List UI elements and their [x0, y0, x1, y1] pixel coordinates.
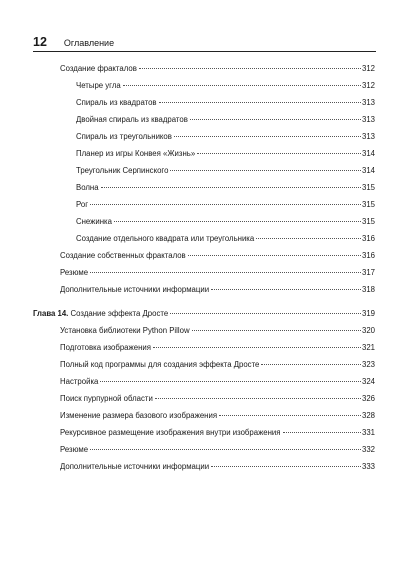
toc-entry[interactable] — [76, 166, 375, 176]
toc-entry-label: Спираль из треугольников — [76, 132, 172, 141]
dot-leader — [153, 347, 361, 348]
toc-entry-page: 326 — [361, 394, 375, 403]
toc-entry-label: Создание отдельного квадрата или треугольника — [76, 234, 255, 243]
toc-entry-page: 316 — [361, 251, 375, 260]
toc-entry[interactable] — [60, 377, 375, 387]
dot-leader — [256, 238, 361, 239]
dot-leader — [159, 102, 361, 103]
toc-entry-page: 312 — [361, 81, 375, 90]
chapter-number: Глава 14. — [33, 309, 69, 318]
toc-entry-label: Рекурсивное размещение изображения внутри изображения — [60, 428, 281, 437]
dot-leader — [101, 187, 361, 188]
toc-entry-label: Создание фракталов — [60, 64, 137, 73]
toc-entry-page: 314 — [361, 149, 375, 158]
toc-entry[interactable] — [60, 251, 375, 261]
toc-entry[interactable] — [76, 183, 375, 193]
toc-entry-label: Волна — [76, 183, 99, 192]
dot-leader — [114, 221, 361, 222]
dot-leader — [90, 449, 361, 450]
toc-entry-label: Полный код программы для создания эффекта Дросте — [60, 360, 260, 369]
dot-leader — [211, 289, 361, 290]
dot-leader — [211, 466, 361, 467]
dot-leader — [283, 432, 361, 433]
toc-entry-page: 321 — [361, 343, 375, 352]
toc-entry[interactable] — [76, 98, 375, 108]
toc-entry[interactable] — [76, 149, 375, 159]
dot-leader — [100, 381, 361, 382]
toc-entry[interactable] — [60, 428, 375, 438]
toc-entry-label: Треугольник Серпинского — [76, 166, 169, 175]
toc-entry-page: 313 — [361, 115, 375, 124]
toc-entry-page: 315 — [361, 200, 375, 209]
toc-entry[interactable] — [76, 200, 375, 210]
toc-entry[interactable] — [76, 217, 375, 227]
toc-entry-label: Спираль из квадратов — [76, 98, 157, 107]
toc-entry-page: 320 — [361, 326, 375, 335]
dot-leader — [139, 68, 361, 69]
toc-entry-page: 312 — [361, 64, 375, 73]
dot-leader — [192, 330, 361, 331]
toc-entry-page: 313 — [361, 132, 375, 141]
toc-entry[interactable] — [76, 81, 375, 91]
running-header — [33, 33, 376, 49]
toc-entry[interactable] — [60, 445, 375, 455]
toc-entry-label: Подготовка изображения — [60, 343, 151, 352]
toc-entry-page: 318 — [361, 285, 375, 294]
toc-entry-label: Установка библиотеки Python Pillow — [60, 326, 190, 335]
toc-entry[interactable] — [76, 115, 375, 125]
dot-leader — [219, 415, 361, 416]
toc-entry[interactable] — [60, 343, 375, 353]
toc-entry-label: Создание собственных фракталов — [60, 251, 186, 260]
toc-entry-page: 333 — [361, 462, 375, 471]
toc-entry[interactable] — [60, 326, 375, 336]
toc-chapter-entry[interactable] — [33, 309, 375, 319]
toc-entry-page: 313 — [361, 98, 375, 107]
toc-entry-page: 323 — [361, 360, 375, 369]
dot-leader — [155, 398, 361, 399]
toc-entry-label: Поиск пурпурной области — [60, 394, 153, 403]
toc-entry-page: 319 — [361, 309, 375, 318]
toc-entry-label: Резюме — [60, 268, 89, 277]
toc-entry[interactable] — [60, 268, 375, 278]
dot-leader — [190, 119, 361, 120]
running-title: Оглавление — [63, 38, 115, 48]
dot-leader — [90, 204, 361, 205]
dot-leader — [90, 272, 361, 273]
dot-leader — [170, 313, 361, 314]
toc-entry-page: 328 — [361, 411, 375, 420]
toc-entry[interactable] — [60, 411, 375, 421]
toc-entry-label: Планер из игры Конвея «Жизнь» — [76, 149, 196, 158]
toc-entry-label: Дополнительные источники информации — [60, 462, 210, 471]
dot-leader — [197, 153, 361, 154]
toc-entry-label: Снежинка — [76, 217, 112, 226]
dot-leader — [170, 170, 361, 171]
toc-entry-label: Изменение размера базового изображения — [60, 411, 218, 420]
toc-entry-page: 314 — [361, 166, 375, 175]
toc-entry[interactable] — [60, 64, 375, 74]
toc-entry[interactable] — [60, 285, 375, 295]
toc-entry-label: Рог — [76, 200, 89, 209]
toc-entry-label: Четыре угла — [76, 81, 121, 90]
toc-entry-page: 324 — [361, 377, 375, 386]
header-divider — [33, 51, 376, 52]
toc-entry-page: 315 — [361, 217, 375, 226]
toc-entry[interactable] — [60, 360, 375, 370]
toc-entry-page: 332 — [361, 445, 375, 454]
toc-entry-page: 316 — [361, 234, 375, 243]
chapter-title: Создание эффекта Дросте — [70, 309, 169, 318]
toc-entry-label: Резюме — [60, 445, 89, 454]
toc-entry-page: 331 — [361, 428, 375, 437]
toc-entry-label: Двойная спираль из квадратов — [76, 115, 188, 124]
page-number: 12 — [33, 35, 47, 49]
toc-entry-label: Дополнительные источники информации — [60, 285, 210, 294]
toc-entry[interactable] — [60, 394, 375, 404]
dot-leader — [174, 136, 361, 137]
dot-leader — [123, 85, 361, 86]
dot-leader — [261, 364, 361, 365]
toc-entry-label: Настройка — [60, 377, 99, 386]
toc-entry[interactable] — [76, 234, 375, 244]
toc-entry[interactable] — [60, 462, 375, 472]
dot-leader — [188, 255, 361, 256]
toc-entry-page: 317 — [361, 268, 375, 277]
toc-entry-page: 315 — [361, 183, 375, 192]
toc-entry[interactable] — [76, 132, 375, 142]
